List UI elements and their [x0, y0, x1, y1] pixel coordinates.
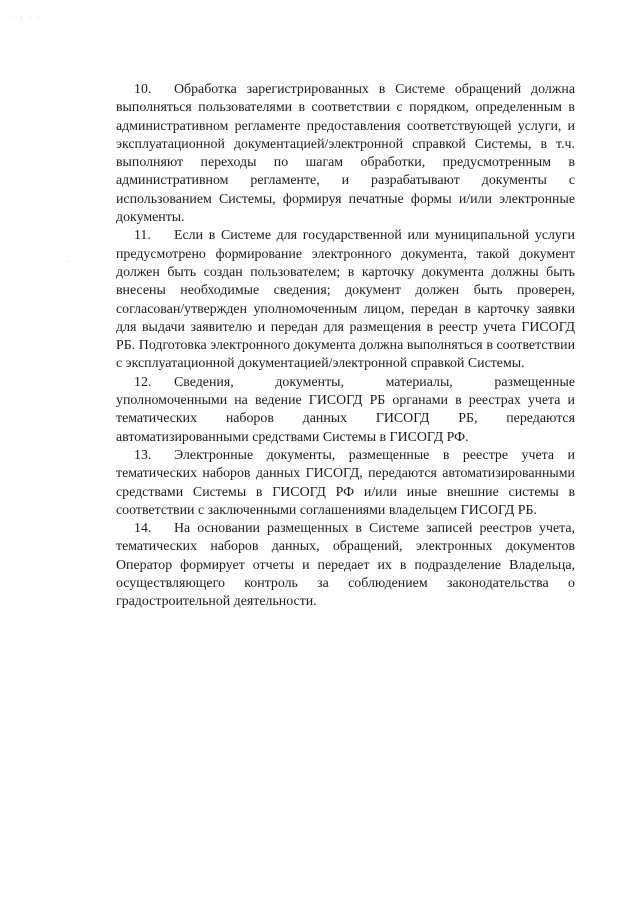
paragraph-number: 14.: [134, 521, 152, 537]
paragraph-text: Если в Системе для государственной или муниципальной услуги предусмотрено формирование электронного документа, такой документ должен быть создан пользователем; в карточку документа должны быть внесены необходимые сведения; документ должен быть проверен, согласован/утвержден уполномоченным лицом, передан в карточку заявки для выдачи заявителю и передан для размещения в реестр учета ГИСОГД РБ. Подготовка электронного документа должна выполняться в соответствии с эксплуатационной документацией/электронной справкой Системы.: [116, 228, 575, 372]
paragraph-number: 10.: [134, 82, 152, 97]
paragraph-number: 12.: [134, 374, 152, 390]
paragraph-10: [116, 81, 575, 227]
paragraph-number: 11.: [134, 228, 151, 244]
paragraph-14: [116, 520, 575, 611]
paragraph-13: [116, 447, 575, 520]
paragraph-text: Сведения, документы, материалы, размещенные уполномоченными на ведение ГИСОГД РБ органами в реестрах учета и тематических наборов данных ГИСОГД РБ, передаются автоматизированными средствами Системы в ГИСОГД РФ.: [116, 374, 575, 445]
paragraph-text: На основании размещенных в Системе записей реестров учета, тематических наборов данных, обращений, электронных документов Оператор формирует отчеты и передает их в подразделение Владельца, осуществляющего контроль за соблюдением законодательства о градостроительной деятельности.: [116, 521, 575, 610]
scan-artifact-side: ·: [68, 258, 73, 266]
paragraph-text: Электронные документы, размещенные в реестре учета и тематических наборов данных ГИСОГД, передаются автоматизированными средствами Системы в ГИСОГД РФ и/или иные внешние системы в соответствии с заключенными соглашениями владельцем ГИСОГД РБ.: [116, 447, 575, 518]
paragraph-11: [116, 227, 575, 373]
paragraph-12: [116, 374, 575, 447]
paragraph-number: 13.: [134, 447, 152, 463]
scan-artifact-top-left: · · · ·: [12, 14, 42, 22]
document-body: [116, 81, 575, 612]
paragraph-text: Обработка зарегистрированных в Системе обращений должна выполняться пользователями в соответствии с порядком, определенным в административном регламенте предоставления соответствующей услуги, и эксплуатационной документацией/электронной справкой Системы, в т.ч. выполняют переходы по шагам обработки, предусмотренным в административном регламенте, и разрабатывают документы с использованием Системы, формируя печатные формы и/или электронные документы.: [116, 82, 575, 226]
